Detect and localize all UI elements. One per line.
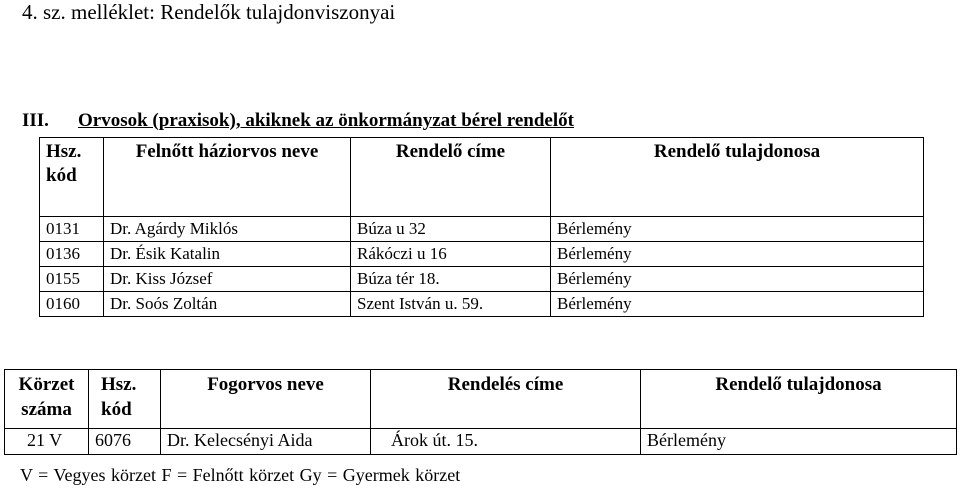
table-row: [40, 217, 924, 242]
table-header-row: [5, 370, 957, 429]
page-heading: 4. sz. melléklet: Rendelők tulajdonviszonyai: [22, 0, 396, 24]
column-header-hsz-kod: Hsz. kód: [89, 370, 161, 429]
column-header-rendelo-tulajdonosa: Rendelő tulajdonosa: [641, 370, 957, 429]
table-row: [40, 242, 924, 267]
column-header-korzet-szama: Körzet száma: [5, 370, 89, 429]
section-title: Orvosok (praxisok), akiknek az önkormányzat bérel rendelőt: [78, 110, 574, 131]
cell-owner: Bérlemény: [551, 242, 924, 267]
table-row: [5, 429, 957, 455]
general-practitioners-table: [39, 137, 924, 317]
column-header-rendeles-cime: Rendelés címe: [371, 370, 641, 429]
cell-doctor-name: Dr. Kiss József: [104, 267, 351, 292]
cell-address: Szent István u. 59.: [351, 292, 551, 317]
cell-owner: Bérlemény: [551, 217, 924, 242]
cell-address: Búza tér 18.: [351, 267, 551, 292]
cell-code: 0131: [40, 217, 104, 242]
cell-address: Rákóczi u 16: [351, 242, 551, 267]
cell-code: 0160: [40, 292, 104, 317]
cell-owner: Bérlemény: [551, 267, 924, 292]
legend: V = Vegyes körzet F = Felnőtt körzet Gy = Gyermek körzet: [20, 465, 461, 485]
section-number: III.: [22, 110, 49, 131]
cell-owner: Bérlemény: [551, 292, 924, 317]
cell-address: Árok út. 15.: [371, 429, 641, 455]
cell-dentist-name: Dr. Kelecsényi Aida: [161, 429, 371, 455]
column-header-rendelo-tulajdonosa: Rendelő tulajdonosa: [551, 138, 924, 217]
column-header-hsz-kod: Hsz. kód: [40, 138, 104, 217]
table-row: [40, 267, 924, 292]
cell-doctor-name: Dr. Agárdy Miklós: [104, 217, 351, 242]
cell-code: 0155: [40, 267, 104, 292]
cell-doctor-name: Dr. Soós Zoltán: [104, 292, 351, 317]
cell-owner: Bérlemény: [641, 429, 957, 455]
dentists-table: [4, 369, 957, 455]
table-row: [40, 292, 924, 317]
cell-doctor-name: Dr. Ésik Katalin: [104, 242, 351, 267]
section-heading: [22, 110, 574, 132]
cell-district: 21 V: [5, 429, 89, 455]
cell-code: 6076: [89, 429, 161, 455]
cell-code: 0136: [40, 242, 104, 267]
column-header-haziorvos-neve: Felnőtt háziorvos neve: [104, 138, 351, 217]
table-header-row: [40, 138, 924, 217]
column-header-rendelo-cime: Rendelő címe: [351, 138, 551, 217]
column-header-fogorvos-neve: Fogorvos neve: [161, 370, 371, 429]
cell-address: Búza u 32: [351, 217, 551, 242]
